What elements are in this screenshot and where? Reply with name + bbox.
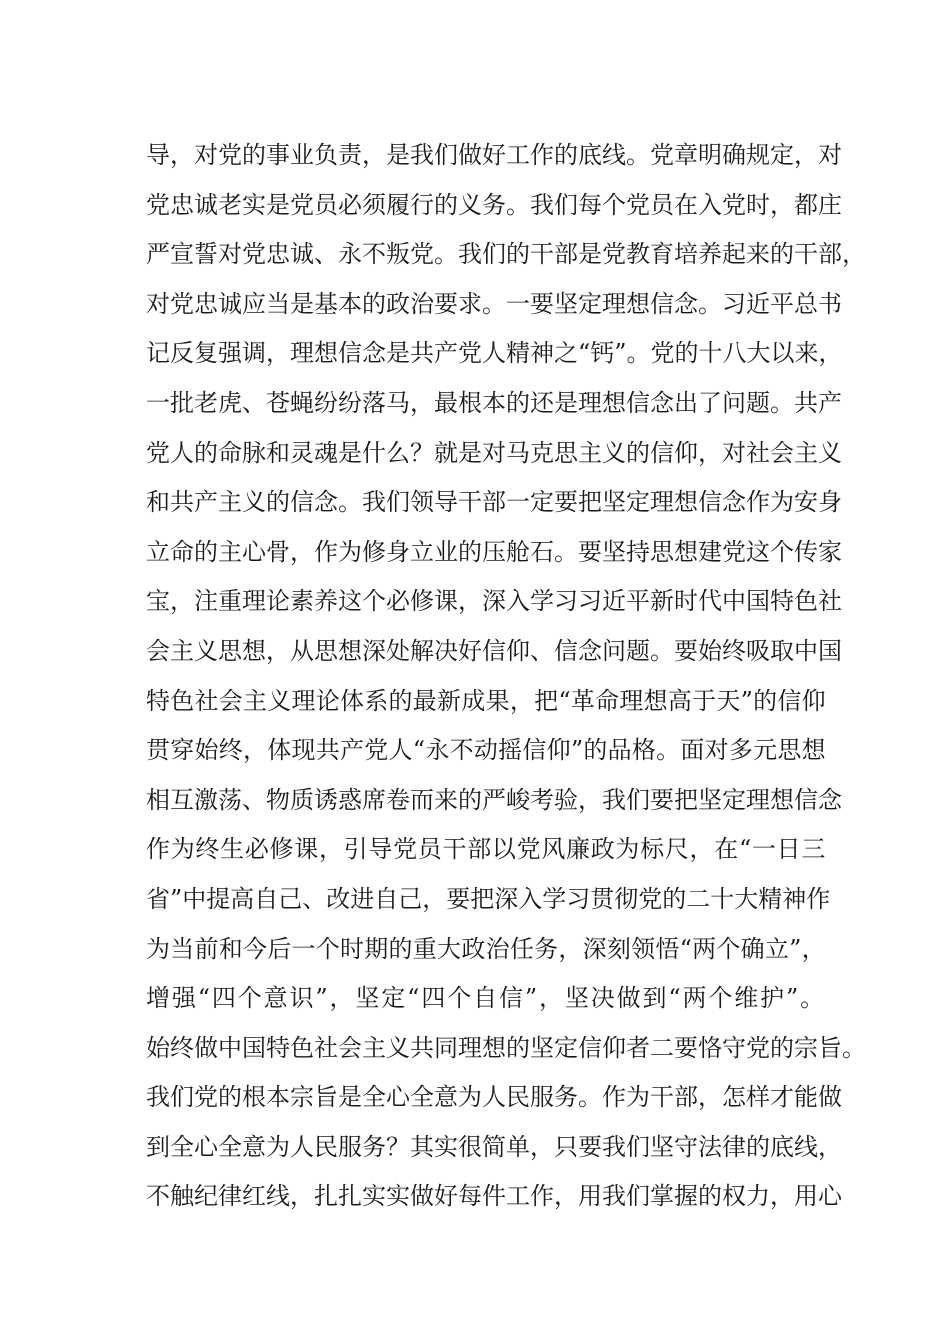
text-line: 党人的命脉和灵魂是什么？就是对马克思主义的信仰，对社会主义	[146, 438, 842, 467]
text-line: 党忠诚老实是党员必须履行的义务。我们每个党员在入党时，都庄	[146, 190, 842, 219]
body-text	[146, 131, 866, 1222]
text-line: 增强“四个意识”，坚定“四个自信”，坚决做到“两个维护”。	[146, 984, 827, 1013]
text-line: 一批老虎、苍蝇纷纷落马，最根本的还是理想信念出了问题。共产	[146, 388, 842, 417]
text-line: 贯穿始终，体现共产党人“永不动摇信仰”的品格。面对多元思想	[146, 736, 826, 765]
text-line: 特色社会主义理论体系的最新成果，把“革命理想高于天”的信仰	[146, 686, 826, 715]
text-line: 立命的主心骨，作为修身立业的压舱石。要坚持思想建党这个传家	[146, 537, 842, 566]
text-line: 为当前和今后一个时期的重大政治任务，深刻领悟“两个确立”，	[146, 934, 826, 963]
text-line: 严宣誓对党忠诚、永不叛党。我们的干部是党教育培养起来的干部，	[146, 240, 866, 269]
text-line: 会主义思想，从思想深处解决好信仰、信念问题。要始终吸取中国	[146, 636, 842, 665]
text-line: 我们党的根本宗旨是全心全意为人民服务。作为干部，怎样才能做	[146, 1083, 842, 1112]
text-line: 和共产主义的信念。我们领导干部一定要把坚定理想信念作为安身	[146, 488, 842, 517]
text-line: 对党忠诚应当是基本的政治要求。一要坚定理想信念。习近平总书	[146, 289, 842, 318]
text-line: 宝，注重理论素养这个必修课，深入学习习近平新时代中国特色社	[146, 587, 842, 616]
text-line: 到全心全意为人民服务？其实很简单，只要我们坚守法律的底线，	[146, 1132, 842, 1161]
text-line: 省”中提高自己、改进自己，要把深入学习贯彻党的二十大精神作	[146, 884, 831, 913]
text-line: 不触纪律红线，扎扎实实做好每件工作，用我们掌握的权力，用心	[146, 1182, 842, 1211]
text-line: 作为终生必修课，引导党员干部以党风廉政为标尺，在“一日三	[146, 835, 827, 864]
text-line: 导，对党的事业负责，是我们做好工作的底线。党章明确规定，对	[146, 141, 842, 169]
text-line: 记反复强调，理想信念是共产党人精神之“钙”。党的十八大以来，	[146, 339, 843, 368]
text-line: 相互激荡、物质诱惑席卷而来的严峻考验，我们要把坚定理想信念	[146, 785, 842, 814]
text-line: 始终做中国特色社会主义共同理想的坚定信仰者二要恪守党的宗旨。	[146, 1033, 866, 1062]
